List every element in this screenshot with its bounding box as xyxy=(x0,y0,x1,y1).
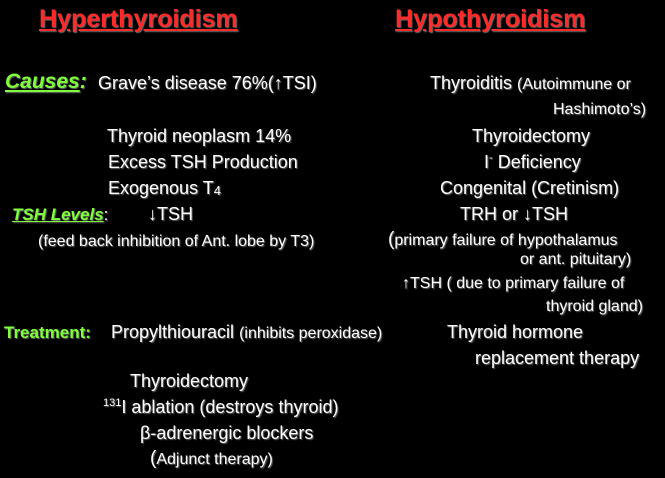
exogenous-text: Exogenous T xyxy=(108,178,214,198)
tsh-hypo-note-paren: ( xyxy=(388,229,395,250)
treatment-hypo-line1: Thyroid hormone xyxy=(447,322,584,342)
iodine-131-superscript: 131 xyxy=(103,397,122,409)
iodine-symbol: I xyxy=(484,152,490,172)
treatment-hyper-main xyxy=(111,323,382,342)
ablation-text: I ablation (destroys thyroid) xyxy=(121,397,339,417)
treatment-hyper-iodine-ablation xyxy=(103,398,338,416)
deficiency-text: Deficiency xyxy=(492,152,581,172)
tsh-hypo-note-line1: primary failure of hypothalamus xyxy=(394,232,618,249)
hypothyroidism-heading: Hypothyroidism xyxy=(395,5,586,33)
tsh-levels-label: TSH Levels xyxy=(12,205,104,224)
treatment-hypo-line2: replacement therapy xyxy=(475,348,640,368)
tsh-levels-label-group xyxy=(12,206,108,224)
cause-hyper-1: Grave’s disease 76%(↑TSI) xyxy=(98,73,317,93)
adjunct-paren: ( xyxy=(150,448,157,469)
causes-label: Causes xyxy=(5,70,80,93)
treatment-label: Treatment: xyxy=(4,323,91,342)
tsh-hypo-note-2: or ant. pituitary) xyxy=(520,251,632,268)
tsh-hypo-value: TRH or ↓TSH xyxy=(460,204,568,224)
cause-hyper-4 xyxy=(108,179,221,197)
adjunct-text: Adjunct therapy) xyxy=(156,451,273,468)
tsh-levels-colon: : xyxy=(103,205,109,224)
tsh-hypo-note-3: ↑TSH ( due to primary failure of xyxy=(402,275,625,292)
left-edge-strip xyxy=(0,0,3,478)
tsh-hyper-note: (feed back inhibition of Ant. lobe by T3) xyxy=(38,233,315,250)
iodine-superscript: - xyxy=(489,152,493,164)
exogenous-subscript: 4 xyxy=(213,183,221,198)
cause-hypo-thyroiditis xyxy=(430,74,631,93)
cause-hypo-thyroidectomy: Thyroidectomy xyxy=(472,126,591,146)
cause-hyper-3: Excess TSH Production xyxy=(108,152,298,172)
treatment-hyper-adjunct xyxy=(150,449,273,468)
tsh-hypo-note-4: thyroid gland) xyxy=(546,298,643,315)
propylthiouracil-note: (inhibits peroxidase) xyxy=(239,325,383,342)
treatment-hyper-thyroidectomy: Thyroidectomy xyxy=(130,371,249,391)
tsh-hyper-value: ↓TSH xyxy=(148,204,193,224)
cause-hypo-congenital: Congenital (Cretinism) xyxy=(440,178,620,198)
causes-label-group xyxy=(5,71,87,92)
tsh-hypo-note-1 xyxy=(388,230,618,249)
propylthiouracil-text: Propylthiouracil xyxy=(111,322,235,342)
thyroiditis-paren: (Autoimmune or xyxy=(517,76,631,93)
cause-hypo-hashimoto: Hashimoto’s) xyxy=(553,101,647,118)
cause-hypo-iodine-deficiency xyxy=(484,153,581,171)
treatment-hyper-beta-blockers: β-adrenergic blockers xyxy=(140,423,314,443)
thyroiditis-text: Thyroiditis xyxy=(430,73,513,93)
hyperthyroidism-heading: Hyperthyroidism xyxy=(39,5,238,33)
cause-hyper-2: Thyroid neoplasm 14% xyxy=(107,126,292,146)
causes-colon: : xyxy=(79,70,87,93)
